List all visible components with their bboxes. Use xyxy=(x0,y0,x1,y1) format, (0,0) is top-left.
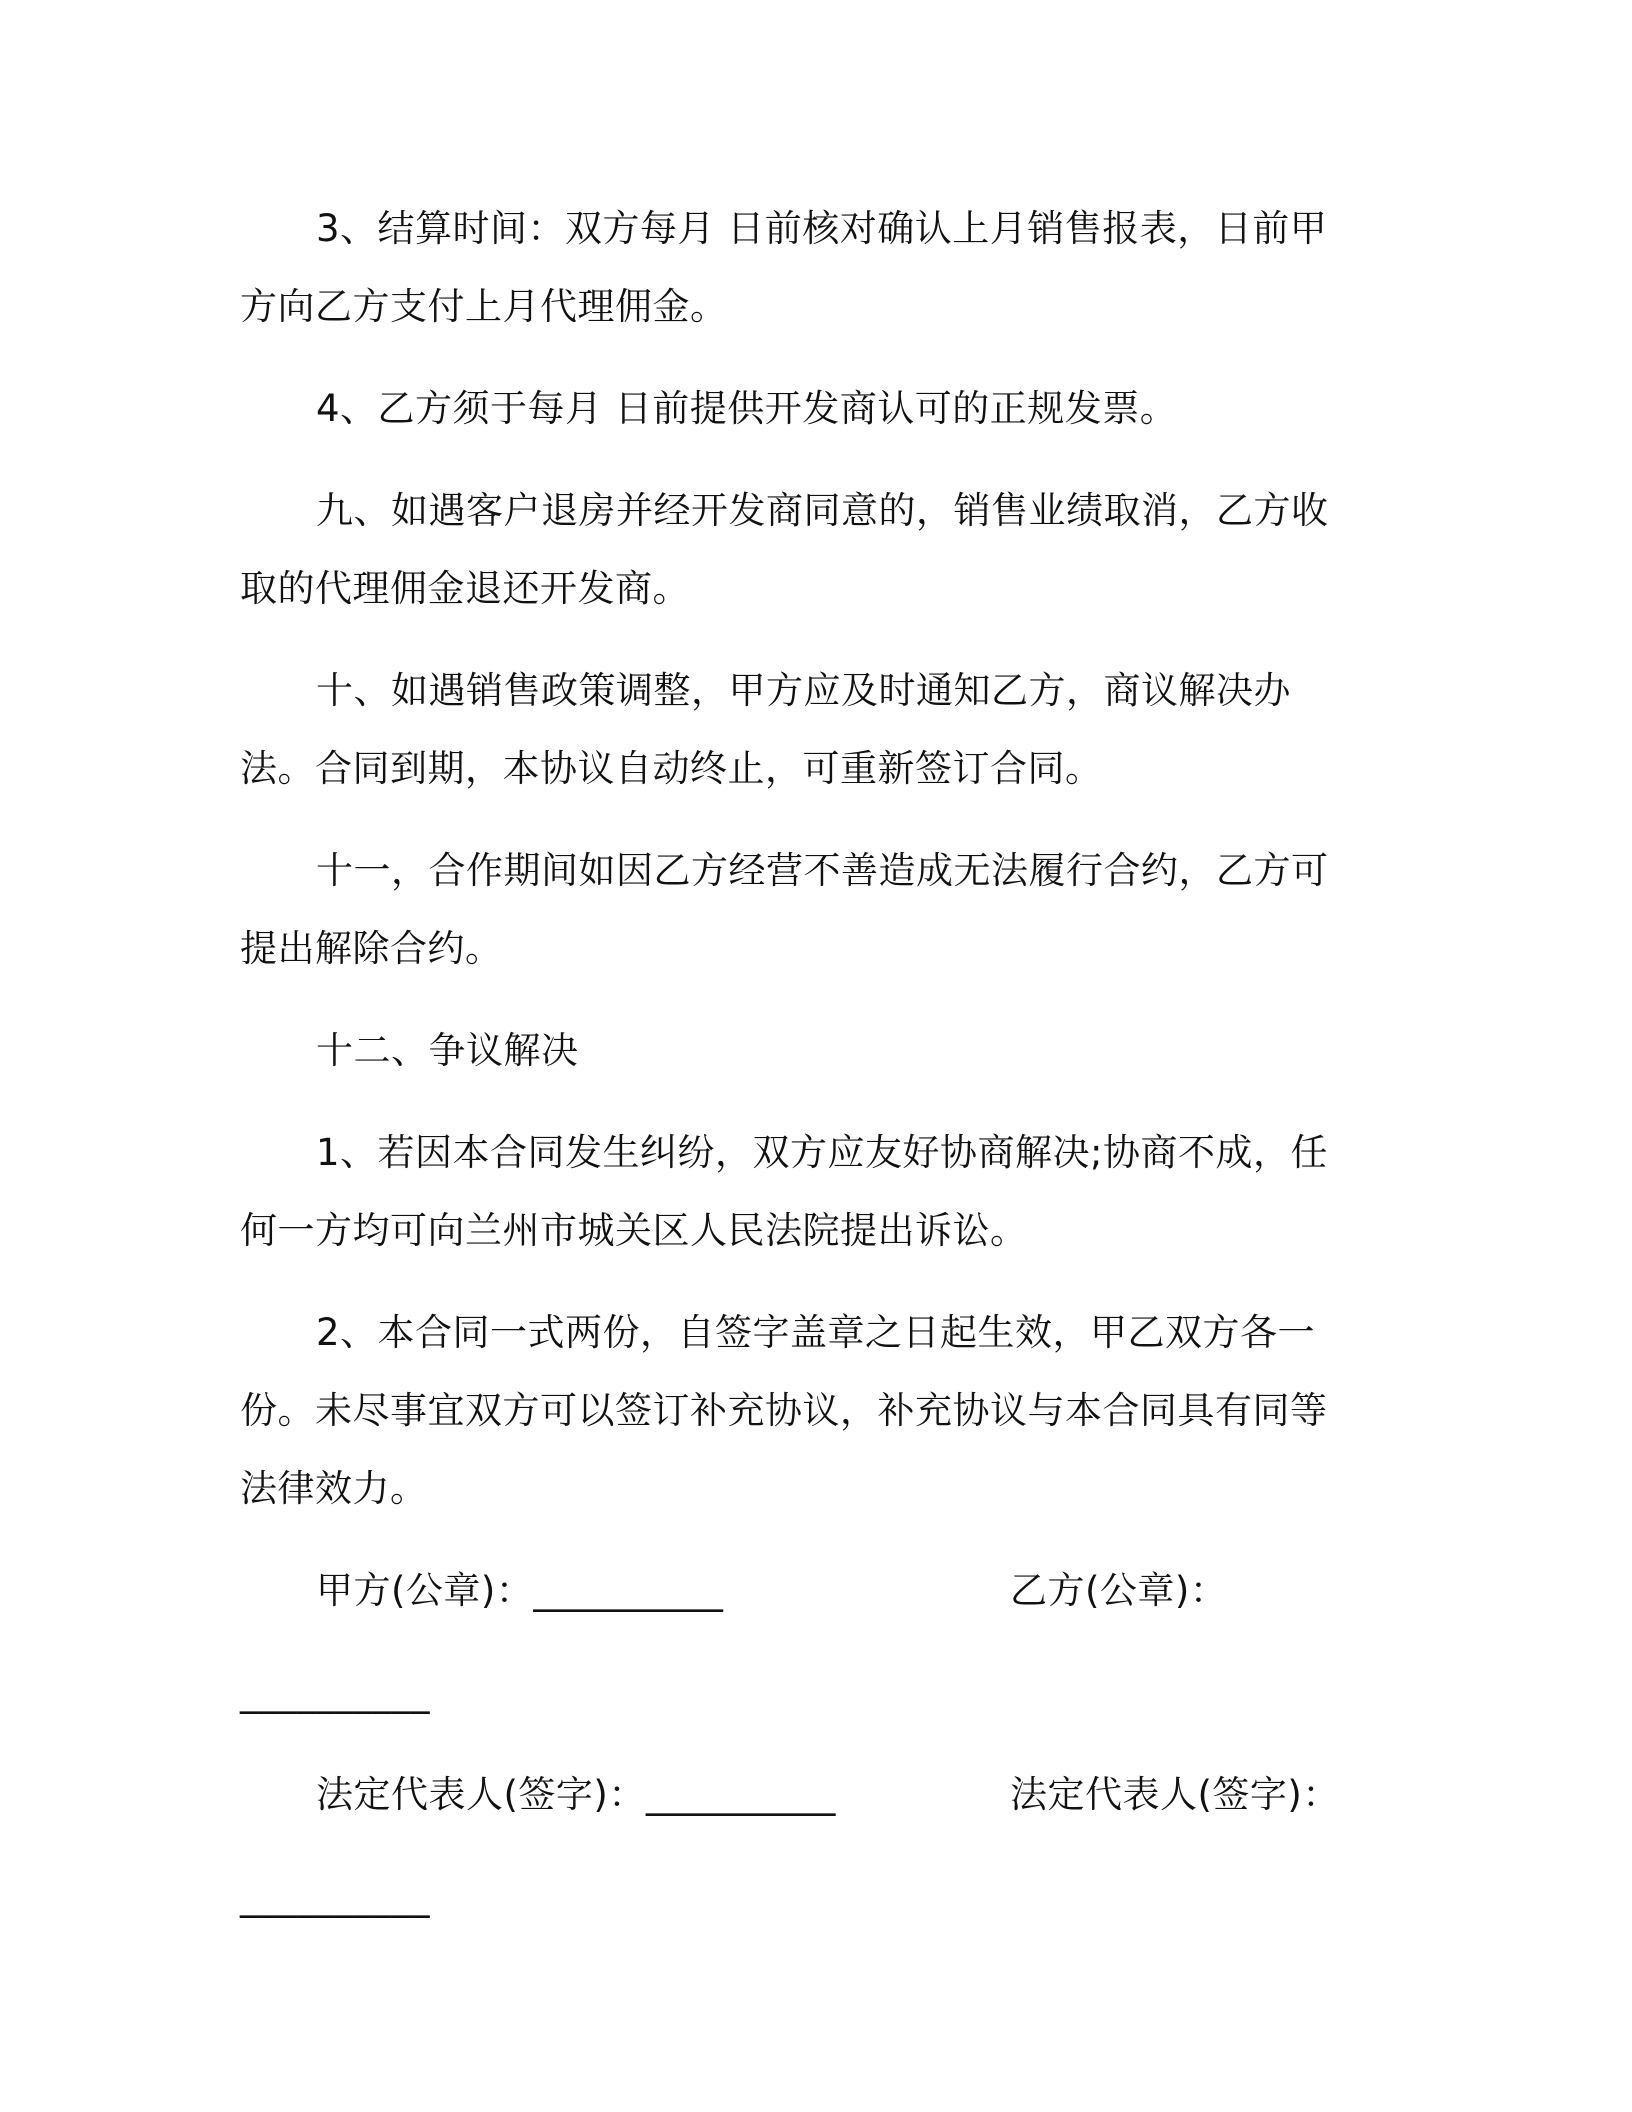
clause-settlement-time: 3、结算时间：双方每月 日前核对确认上月销售报表，日前甲方向乙方支付上月代理佣金。 xyxy=(240,207,1328,328)
party-b-rep-blank: __________ xyxy=(240,1875,430,1918)
party-b-rep-line: 法定代表人(签字)： xyxy=(1010,1773,1340,1816)
document-body xyxy=(240,190,1360,1960)
clause-eleven-termination: 十一，合作期间如因乙方经营不善造成无法履行合约，乙方可提出解除合约。 xyxy=(240,849,1329,970)
clause-invoice: 4、乙方须于每月 日前提供开发商认可的正规发票。 xyxy=(316,387,1178,430)
party-b-seal-blank: __________ xyxy=(240,1671,430,1714)
clause-twelve-heading: 十二、争议解决 xyxy=(316,1029,579,1072)
party-a-rep-line: 法定代表人(签字)：__________ xyxy=(316,1773,836,1816)
clause-dispute-2: 2、本合同一式两份，自签字盖章之日起生效，甲乙双方各一份。未尽事宜双方可以签订补充协议，补充协议与本合同具有同等法律效力。 xyxy=(240,1311,1328,1510)
clause-ten-policy: 十、如遇销售政策调整，甲方应及时通知乙方，商议解决办法。合同到期，本协议自动终止，可重新签订合同。 xyxy=(240,669,1291,790)
rep-signature-row xyxy=(240,1756,1360,1834)
seal-signature-row xyxy=(240,1552,1360,1630)
party-b-seal-line: 乙方(公章)： xyxy=(1010,1569,1228,1612)
party-a-seal-line: 甲方(公章)：__________ xyxy=(316,1569,724,1612)
clause-nine-refund: 九、如遇客户退房并经开发商同意的，销售业绩取消，乙方收取的代理佣金退还开发商。 xyxy=(240,489,1329,610)
clause-dispute-1: 1、若因本合同发生纠纷，双方应友好协商解决;协商不成，任何一方均可向兰州市城关区人民法院提出诉讼。 xyxy=(240,1131,1329,1252)
